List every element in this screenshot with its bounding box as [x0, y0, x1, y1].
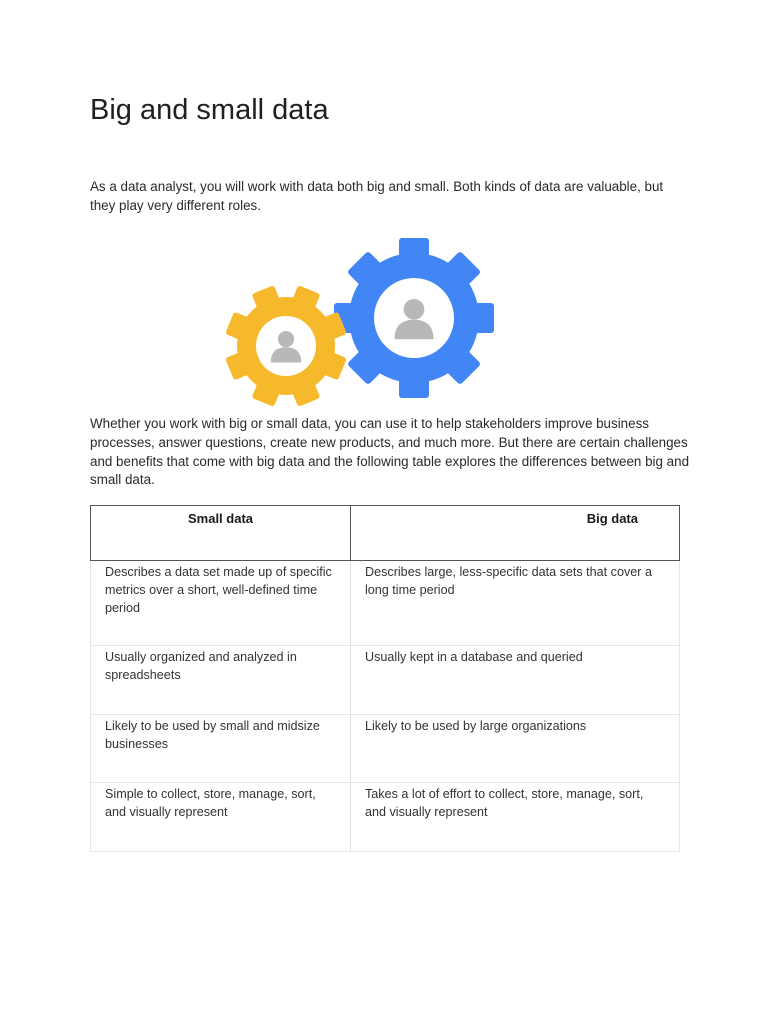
header-small-data: Small data [91, 506, 351, 561]
table-row [91, 783, 680, 852]
small-gear-icon [225, 285, 347, 407]
body-paragraph: Whether you work with big or small data, you can use it to help stakeholders improve business processes, answer questions, create new products, and much more. But there are certain challenges and benefits that come with big data and the following table explores the differences between big and small data. [90, 416, 690, 488]
big-gear-icon [334, 238, 494, 398]
table-cell: Usually organized and analyzed in spreadsheets [91, 646, 351, 715]
table-cell: Takes a lot of effort to collect, store, manage, sort, and visually represent [351, 783, 680, 852]
table-cell: Usually kept in a database and queried [351, 646, 680, 715]
table-cell: Describes a data set made up of specific metrics over a short, well-defined time period [91, 561, 351, 646]
comparison-table [90, 505, 680, 852]
intro-paragraph: As a data analyst, you will work with data both big and small. Both kinds of data are valuable, but they play very different roles. [90, 179, 664, 213]
table-row [91, 646, 680, 715]
table-row [91, 715, 680, 783]
header-big-data: Big data [351, 506, 680, 561]
table-cell: Likely to be used by large organizations [351, 715, 680, 783]
table-cell: Likely to be used by small and midsize businesses [91, 715, 351, 783]
table-header-row [91, 506, 680, 561]
page-title: Big and small data [90, 94, 329, 126]
table-cell: Describes large, less-specific data sets that cover a long time period [351, 561, 680, 646]
table-cell: Simple to collect, store, manage, sort, and visually represent [91, 783, 351, 852]
gears-illustration [222, 228, 502, 418]
table-row [91, 561, 680, 646]
